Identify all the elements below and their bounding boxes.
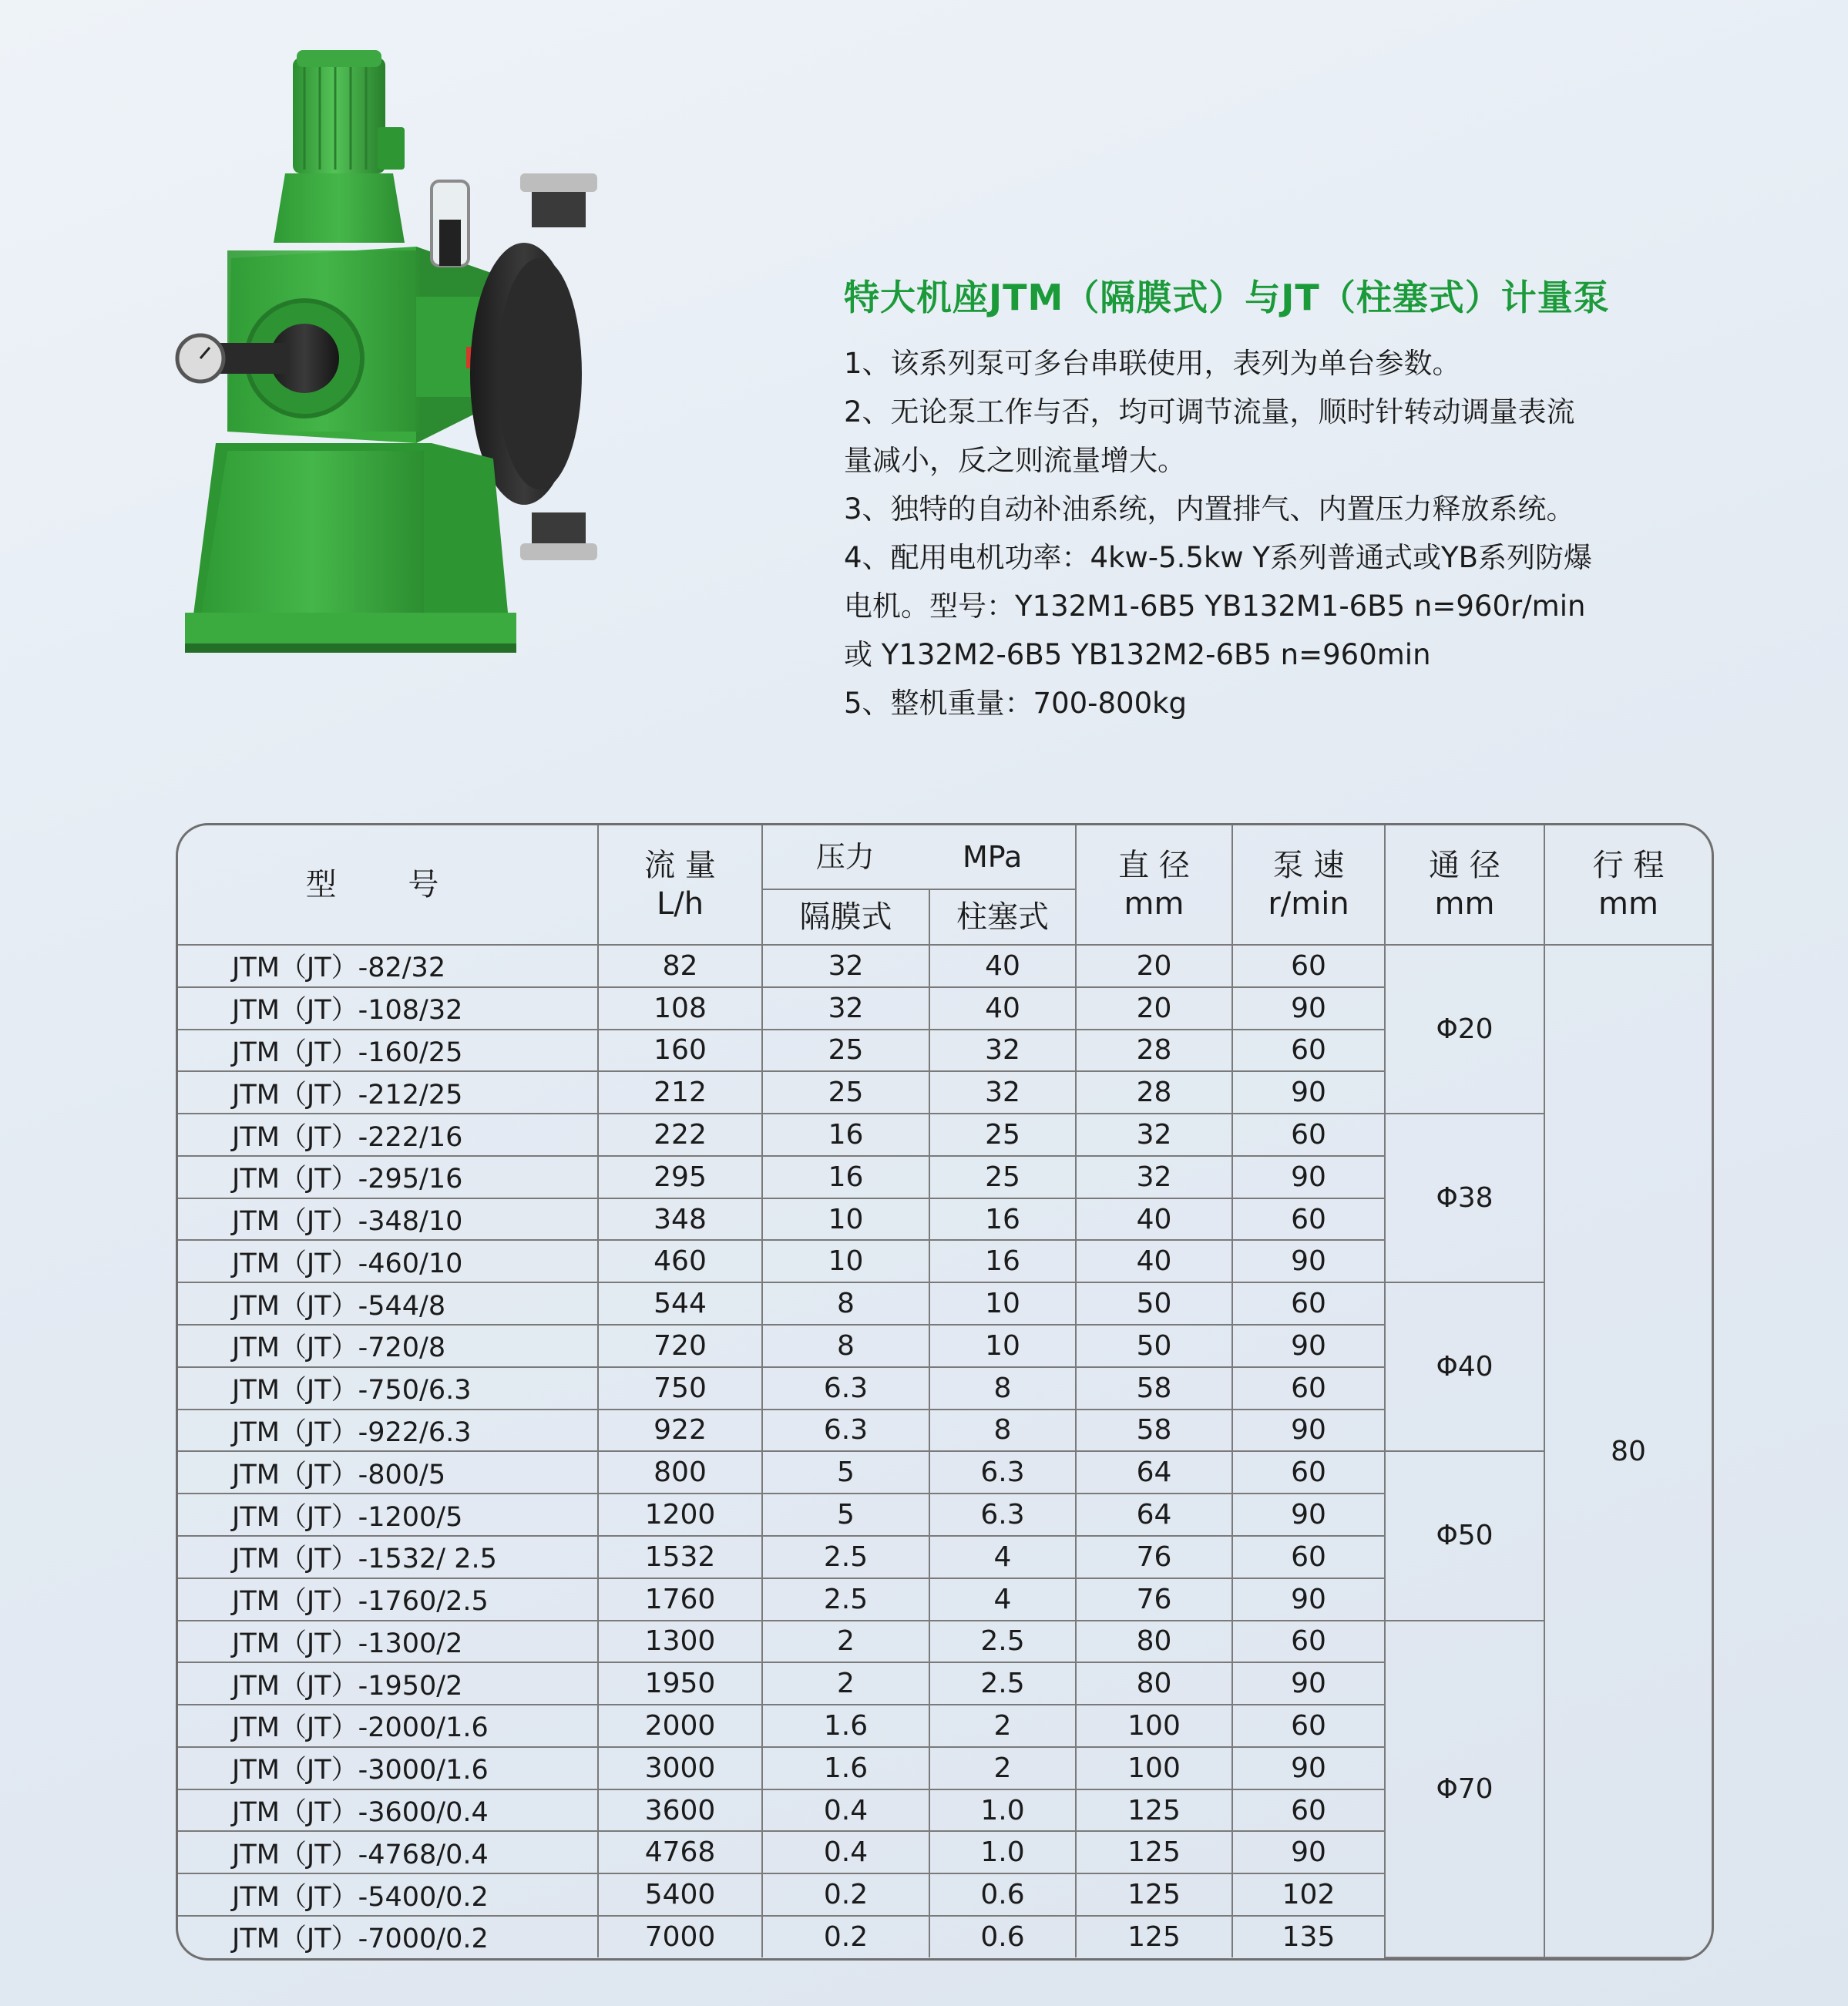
cell-speed: 60 <box>1232 1282 1385 1325</box>
table-row <box>178 1282 1712 1325</box>
cell-flow: 212 <box>598 1071 762 1114</box>
cell-plunger-pressure: 10 <box>929 1325 1076 1367</box>
cell-speed: 90 <box>1232 1410 1385 1452</box>
cell-bore: Φ50 <box>1385 1451 1544 1620</box>
cell-flow: 1950 <box>598 1662 762 1705</box>
cell-speed: 60 <box>1232 1789 1385 1832</box>
cell-flow: 922 <box>598 1410 762 1452</box>
cell-diaphragm-pressure: 2.5 <box>762 1536 929 1578</box>
cell-diameter: 28 <box>1076 1030 1232 1072</box>
spec-table <box>176 823 1714 1961</box>
cell-speed: 90 <box>1232 1156 1385 1198</box>
cell-plunger-pressure: 2.5 <box>929 1662 1076 1705</box>
cell-speed: 60 <box>1232 1198 1385 1241</box>
cell-bore: Φ20 <box>1385 945 1544 1114</box>
cell-diameter: 100 <box>1076 1747 1232 1789</box>
cell-plunger-pressure: 4 <box>929 1578 1076 1621</box>
cell-diaphragm-pressure: 10 <box>762 1198 929 1241</box>
cell-speed: 90 <box>1232 1578 1385 1621</box>
cell-diameter: 80 <box>1076 1621 1232 1663</box>
cell-flow: 3000 <box>598 1747 762 1789</box>
cell-bore: Φ70 <box>1385 1621 1544 1958</box>
cell-plunger-pressure: 32 <box>929 1071 1076 1114</box>
metering-pump-illustration <box>170 42 709 697</box>
cell-model: JTM（JT）-1532/ 2.5 <box>178 1536 598 1578</box>
header-flow-unit: L/h <box>656 886 704 922</box>
cell-model: JTM（JT）-7000/0.2 <box>178 1916 598 1957</box>
cell-diameter: 32 <box>1076 1156 1232 1198</box>
cell-flow: 348 <box>598 1198 762 1241</box>
cell-plunger-pressure: 6.3 <box>929 1451 1076 1494</box>
cell-diaphragm-pressure: 8 <box>762 1325 929 1367</box>
cell-model: JTM（JT）-82/32 <box>178 945 598 987</box>
cell-plunger-pressure: 2 <box>929 1747 1076 1789</box>
cell-flow: 4768 <box>598 1831 762 1873</box>
note-line: 2、无论泵工作与否，均可调节流量，顺时针转动调量表流 <box>844 395 1575 428</box>
header-model: 型 号 <box>178 825 598 945</box>
cell-diaphragm-pressure: 1.6 <box>762 1705 929 1747</box>
header-stroke-unit: mm <box>1598 886 1658 922</box>
header-pressure-unit: MPa <box>962 840 1023 874</box>
note-line: 电机。型号：Y132M1-6B5 YB132M1-6B5 n=960r/min <box>844 590 1586 623</box>
cell-model: JTM（JT）-720/8 <box>178 1325 598 1367</box>
cell-diameter: 28 <box>1076 1071 1232 1114</box>
cell-diaphragm-pressure: 0.2 <box>762 1916 929 1957</box>
cell-flow: 1200 <box>598 1494 762 1536</box>
cell-diaphragm-pressure: 2 <box>762 1621 929 1663</box>
cell-flow: 1300 <box>598 1621 762 1663</box>
cell-model: JTM（JT）-1950/2 <box>178 1662 598 1705</box>
cell-diameter: 64 <box>1076 1451 1232 1494</box>
header-bore-unit: mm <box>1434 886 1495 922</box>
cell-diaphragm-pressure: 0.2 <box>762 1873 929 1916</box>
cell-model: JTM（JT）-800/5 <box>178 1451 598 1494</box>
header-plunger: 柱塞式 <box>929 889 1076 945</box>
cell-speed: 60 <box>1232 1621 1385 1663</box>
cell-model: JTM（JT）-212/25 <box>178 1071 598 1114</box>
cell-diameter: 50 <box>1076 1325 1232 1367</box>
cell-speed: 90 <box>1232 1662 1385 1705</box>
spec-table-body <box>178 945 1712 1957</box>
header-speed <box>1232 825 1385 945</box>
cell-plunger-pressure: 1.0 <box>929 1789 1076 1832</box>
cell-model: JTM（JT）-750/6.3 <box>178 1367 598 1410</box>
cell-model: JTM（JT）-3600/0.4 <box>178 1789 598 1832</box>
cell-speed: 102 <box>1232 1873 1385 1916</box>
header-pressure <box>762 825 1076 889</box>
cell-flow: 1760 <box>598 1578 762 1621</box>
note-line: 量减小，反之则流量增大。 <box>844 444 1186 477</box>
cell-plunger-pressure: 0.6 <box>929 1916 1076 1957</box>
cell-plunger-pressure: 4 <box>929 1536 1076 1578</box>
cell-flow: 460 <box>598 1240 762 1282</box>
header-bore-label: 通 径 <box>1429 848 1500 883</box>
cell-plunger-pressure: 1.0 <box>929 1831 1076 1873</box>
cell-flow: 750 <box>598 1367 762 1410</box>
cell-diaphragm-pressure: 16 <box>762 1114 929 1156</box>
cell-diameter: 58 <box>1076 1367 1232 1410</box>
header-diameter-label: 直 径 <box>1118 848 1190 883</box>
cell-speed: 90 <box>1232 987 1385 1030</box>
cell-diaphragm-pressure: 8 <box>762 1282 929 1325</box>
cell-diaphragm-pressure: 5 <box>762 1451 929 1494</box>
table-row <box>178 945 1712 987</box>
cell-speed: 60 <box>1232 1114 1385 1156</box>
cell-flow: 5400 <box>598 1873 762 1916</box>
cell-diameter: 80 <box>1076 1662 1232 1705</box>
table-row <box>178 1114 1712 1156</box>
cell-flow: 800 <box>598 1451 762 1494</box>
header-flow <box>598 825 762 945</box>
cell-diaphragm-pressure: 0.4 <box>762 1831 929 1873</box>
cell-diameter: 32 <box>1076 1114 1232 1156</box>
cell-plunger-pressure: 2.5 <box>929 1621 1076 1663</box>
cell-plunger-pressure: 10 <box>929 1282 1076 1325</box>
cell-plunger-pressure: 6.3 <box>929 1494 1076 1536</box>
header-speed-label: 泵 速 <box>1272 848 1345 883</box>
cell-flow: 544 <box>598 1282 762 1325</box>
cell-model: JTM（JT）-922/6.3 <box>178 1410 598 1452</box>
cell-diaphragm-pressure: 2 <box>762 1662 929 1705</box>
header-diameter-unit: mm <box>1124 886 1184 922</box>
cell-diaphragm-pressure: 1.6 <box>762 1747 929 1789</box>
cell-diameter: 76 <box>1076 1578 1232 1621</box>
note-line: 3、独特的自动补油系统，内置排气、内置压力释放系统。 <box>844 492 1575 526</box>
cell-diaphragm-pressure: 32 <box>762 987 929 1030</box>
cell-model: JTM（JT）-460/10 <box>178 1240 598 1282</box>
cell-diaphragm-pressure: 10 <box>762 1240 929 1282</box>
cell-bore: Φ38 <box>1385 1114 1544 1282</box>
header-stroke <box>1544 825 1712 945</box>
cell-model: JTM（JT）-108/32 <box>178 987 598 1030</box>
header-diameter <box>1076 825 1232 945</box>
cell-diameter: 20 <box>1076 945 1232 987</box>
cell-diaphragm-pressure: 25 <box>762 1030 929 1072</box>
header-speed-unit: r/min <box>1268 886 1349 922</box>
spec-notes <box>844 339 1792 727</box>
cell-diaphragm-pressure: 6.3 <box>762 1410 929 1452</box>
cell-model: JTM（JT）-4768/0.4 <box>178 1831 598 1873</box>
cell-bore: Φ40 <box>1385 1282 1544 1451</box>
cell-flow: 82 <box>598 945 762 987</box>
cell-diaphragm-pressure: 32 <box>762 945 929 987</box>
cell-diameter: 40 <box>1076 1198 1232 1241</box>
cell-model: JTM（JT）-295/16 <box>178 1156 598 1198</box>
header-bore <box>1385 825 1544 945</box>
cell-flow: 108 <box>598 987 762 1030</box>
cell-model: JTM（JT）-160/25 <box>178 1030 598 1072</box>
cell-model: JTM（JT）-348/10 <box>178 1198 598 1241</box>
cell-speed: 60 <box>1232 945 1385 987</box>
note-line: 或 Y132M2-6B5 YB132M2-6B5 n=960min <box>844 638 1431 671</box>
header-stroke-label: 行 程 <box>1592 848 1665 883</box>
cell-diaphragm-pressure: 5 <box>762 1494 929 1536</box>
cell-plunger-pressure: 16 <box>929 1198 1076 1241</box>
cell-plunger-pressure: 8 <box>929 1367 1076 1410</box>
cell-diameter: 125 <box>1076 1789 1232 1832</box>
cell-diameter: 125 <box>1076 1873 1232 1916</box>
cell-diameter: 125 <box>1076 1831 1232 1873</box>
cell-speed: 90 <box>1232 1240 1385 1282</box>
cell-plunger-pressure: 16 <box>929 1240 1076 1282</box>
header-pressure-label: 压力 <box>815 840 875 874</box>
cell-model: JTM（JT）-1760/2.5 <box>178 1578 598 1621</box>
cell-speed: 90 <box>1232 1325 1385 1367</box>
cell-speed: 60 <box>1232 1030 1385 1072</box>
cell-plunger-pressure: 25 <box>929 1114 1076 1156</box>
cell-model: JTM（JT）-1200/5 <box>178 1494 598 1536</box>
table-row <box>178 1621 1712 1663</box>
cell-model: JTM（JT）-1300/2 <box>178 1621 598 1663</box>
cell-plunger-pressure: 8 <box>929 1410 1076 1452</box>
cell-model: JTM（JT）-222/16 <box>178 1114 598 1156</box>
cell-speed: 60 <box>1232 1451 1385 1494</box>
cell-plunger-pressure: 0.6 <box>929 1873 1076 1916</box>
cell-diaphragm-pressure: 16 <box>762 1156 929 1198</box>
cell-flow: 3600 <box>598 1789 762 1832</box>
cell-diaphragm-pressure: 6.3 <box>762 1367 929 1410</box>
cell-speed: 90 <box>1232 1071 1385 1114</box>
cell-plunger-pressure: 32 <box>929 1030 1076 1072</box>
cell-model: JTM（JT）-3000/1.6 <box>178 1747 598 1789</box>
cell-diameter: 125 <box>1076 1916 1232 1957</box>
cell-diameter: 40 <box>1076 1240 1232 1282</box>
cell-speed: 90 <box>1232 1747 1385 1789</box>
cell-stroke: 80 <box>1544 945 1712 1957</box>
cell-speed: 60 <box>1232 1705 1385 1747</box>
header-diaphragm: 隔膜式 <box>762 889 929 945</box>
cell-diameter: 50 <box>1076 1282 1232 1325</box>
cell-diameter: 20 <box>1076 987 1232 1030</box>
note-line: 1、该系列泵可多台串联使用，表列为单台参数。 <box>844 347 1461 380</box>
cell-diameter: 76 <box>1076 1536 1232 1578</box>
cell-speed: 60 <box>1232 1536 1385 1578</box>
note-line: 4、配用电机功率：4kw-5.5kw Y系列普通式或YB系列防爆 <box>844 541 1592 574</box>
cell-model: JTM（JT）-5400/0.2 <box>178 1873 598 1916</box>
cell-speed: 90 <box>1232 1831 1385 1873</box>
page-title: 特大机座JTM（隔膜式）与JT（柱塞式）计量泵 <box>844 277 1610 318</box>
cell-diaphragm-pressure: 0.4 <box>762 1789 929 1832</box>
cell-speed: 60 <box>1232 1367 1385 1410</box>
cell-diameter: 64 <box>1076 1494 1232 1536</box>
cell-flow: 2000 <box>598 1705 762 1747</box>
cell-flow: 222 <box>598 1114 762 1156</box>
cell-plunger-pressure: 40 <box>929 945 1076 987</box>
cell-plunger-pressure: 40 <box>929 987 1076 1030</box>
cell-flow: 7000 <box>598 1916 762 1957</box>
cell-model: JTM（JT）-544/8 <box>178 1282 598 1325</box>
table-row <box>178 1451 1712 1494</box>
cell-flow: 160 <box>598 1030 762 1072</box>
note-line: 5、整机重量：700-800kg <box>844 687 1188 720</box>
cell-model: JTM（JT）-2000/1.6 <box>178 1705 598 1747</box>
cell-speed: 135 <box>1232 1916 1385 1957</box>
cell-diameter: 58 <box>1076 1410 1232 1452</box>
cell-plunger-pressure: 25 <box>929 1156 1076 1198</box>
cell-flow: 295 <box>598 1156 762 1198</box>
header-flow-label: 流 量 <box>644 848 716 883</box>
cell-diaphragm-pressure: 25 <box>762 1071 929 1114</box>
cell-flow: 1532 <box>598 1536 762 1578</box>
cell-plunger-pressure: 2 <box>929 1705 1076 1747</box>
cell-flow: 720 <box>598 1325 762 1367</box>
cell-speed: 90 <box>1232 1494 1385 1536</box>
cell-diameter: 100 <box>1076 1705 1232 1747</box>
cell-diaphragm-pressure: 2.5 <box>762 1578 929 1621</box>
